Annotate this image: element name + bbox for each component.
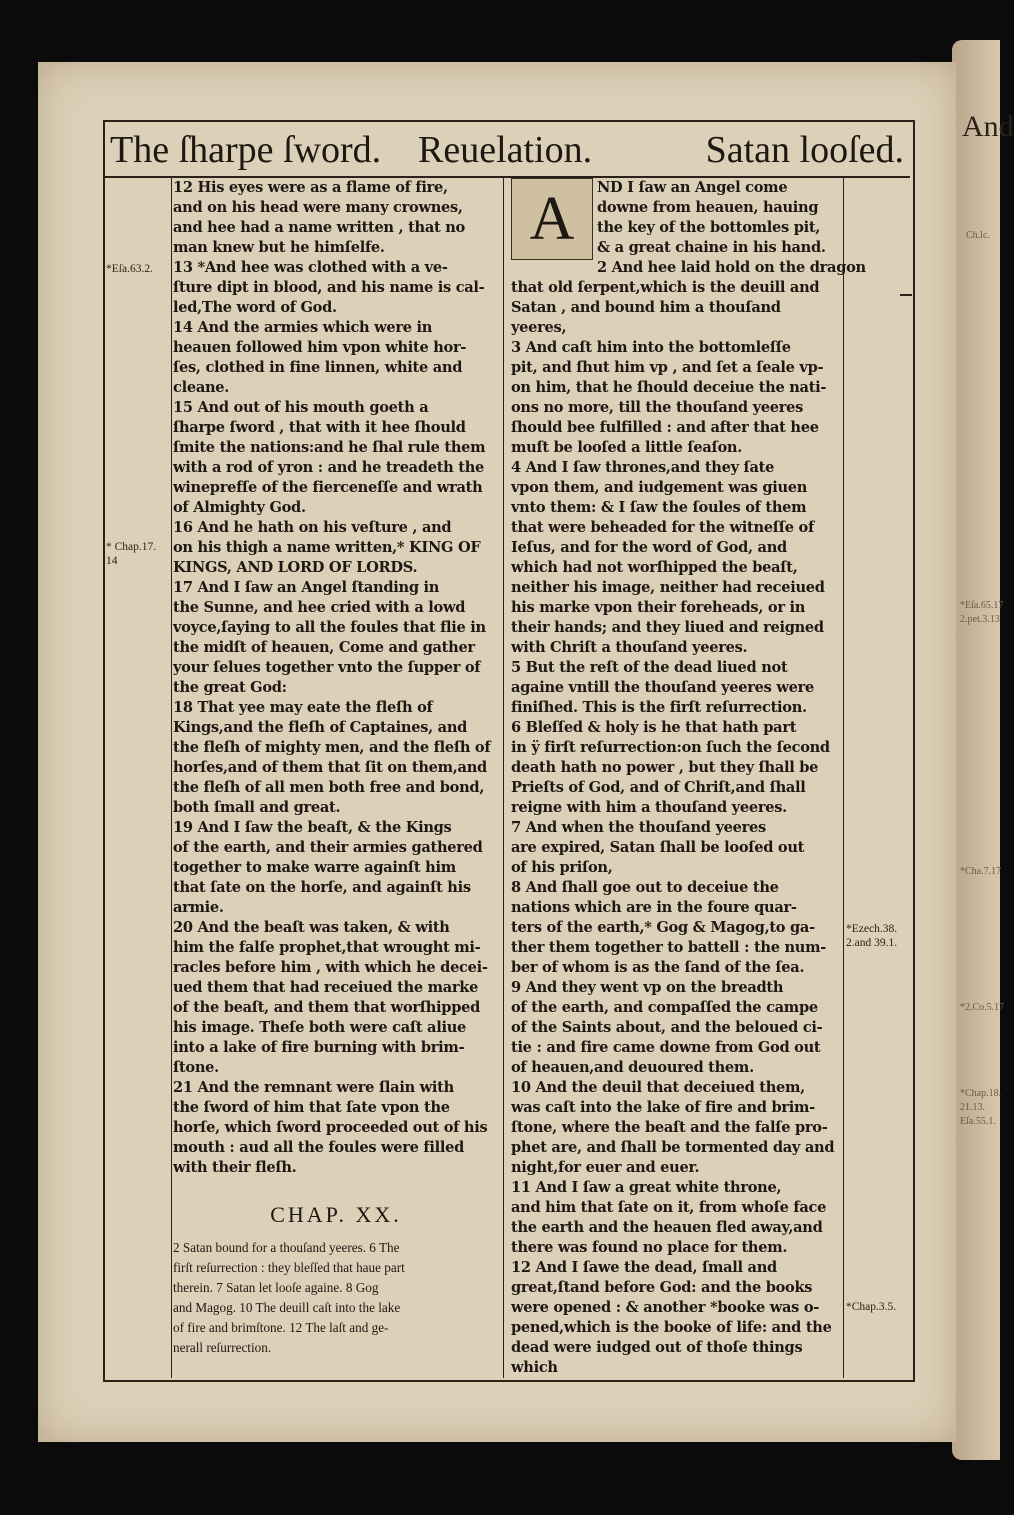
adjacent-page-note: 2.pet.3.13 bbox=[960, 614, 1000, 625]
summary-line: firſt reſurrection : they bleſſed that haue part bbox=[173, 1260, 405, 1275]
verse-line: of the earth, and their armies gathered bbox=[173, 839, 483, 856]
column-rule-center bbox=[503, 178, 504, 1378]
verse-line: pit, and ſhut him vp , and ſet a ſeale vp- bbox=[511, 359, 824, 376]
verse-line: their hands; and they liued and reigned bbox=[511, 619, 824, 636]
adjacent-page-note: *2.Co.5.17 bbox=[960, 1002, 1005, 1013]
verse-line: horſes,and of them that ſit on them,and bbox=[173, 759, 487, 776]
verse-line: his marke vpon their foreheads, or in bbox=[511, 599, 806, 616]
verse-line: ſmite the nations:and he ſhal rule them bbox=[173, 439, 486, 456]
verse-line: downe from heauen, hauing bbox=[597, 199, 819, 216]
verse-line: and hee had a name written , that no bbox=[173, 219, 465, 236]
verse-line: ther them together to battell : the num- bbox=[511, 939, 826, 956]
verse-line: 13 *And hee was clothed with a ve- bbox=[173, 259, 448, 276]
verse-line: ND I ſaw an Angel come bbox=[597, 179, 788, 196]
verse-line: 10 And the deuil that deceiued them, bbox=[511, 1079, 805, 1096]
verse-line: ued them that had receiued the marke bbox=[173, 979, 479, 996]
verse-line: ons no more, till the thouſand yeeres bbox=[511, 399, 804, 416]
verse-line: were opened : & another *booke was o- bbox=[511, 1299, 820, 1316]
running-header bbox=[104, 122, 910, 178]
adjacent-page-note: *Cha.7.17 bbox=[960, 866, 1002, 877]
adjacent-page-edge bbox=[952, 40, 1014, 1460]
verse-line: and him that ſate on it, from whoſe face bbox=[511, 1199, 827, 1216]
verse-line: the key of the bottomles pit, bbox=[597, 219, 821, 236]
verse-line: ſtone. bbox=[173, 1059, 219, 1076]
verse-line: great,ſtand before God: and the books bbox=[511, 1279, 813, 1296]
verse-line: of the Saints about, and the beloued ci- bbox=[511, 1019, 823, 1036]
verse-line: which had not worſhipped the beaſt, bbox=[511, 559, 798, 576]
adjacent-page-note: *Chap.18. bbox=[960, 1088, 1002, 1099]
verse-line: finiſhed. This is the firſt reſurrection. bbox=[511, 699, 807, 716]
verse-line: his image. Theſe both were caſt aliue bbox=[173, 1019, 466, 1036]
verse-line: with a rod of yron : and he treadeth the bbox=[173, 459, 484, 476]
verse-line: againe vntill the thouſand yeeres were bbox=[511, 679, 814, 696]
verse-line: reigne with him a thouſand yeeres. bbox=[511, 799, 787, 816]
verse-line: him the falſe prophet,that wrought mi- bbox=[173, 939, 481, 956]
summary-line: therein. 7 Satan let looſe againe. 8 Gog bbox=[173, 1280, 379, 1295]
verse-line: 12 His eyes were as a flame of fire, bbox=[173, 179, 448, 196]
verse-line: 2 And hee laid hold on the dragon bbox=[597, 259, 866, 276]
header-right-title: Satan looſed. bbox=[705, 129, 904, 171]
adjacent-page-note: Ch.lc. bbox=[966, 230, 990, 241]
verse-line: 15 And out of his mouth goeth a bbox=[173, 399, 429, 416]
verse-line: mouth : aud all the foules were filled bbox=[173, 1139, 465, 1156]
verse-line: 14 And the armies which were in bbox=[173, 319, 433, 336]
margin-mark bbox=[900, 294, 912, 296]
verse-line: the fleſh of mighty men, and the fleſh of bbox=[173, 739, 491, 756]
verse-line: on his thigh a name written,* KING OF bbox=[173, 539, 481, 556]
verse-line: ſharpe ſword , that with it hee ſhould bbox=[173, 419, 466, 436]
verse-line: Prieſts of God, and of Chriſt,and ſhall bbox=[511, 779, 806, 796]
verse-line: phet are, and ſhall be tormented day and bbox=[511, 1139, 835, 1156]
verse-line: ters of the earth,* Gog & Magog,to ga- bbox=[511, 919, 815, 936]
summary-line: and Magog. 10 The deuill caſt into the lake bbox=[173, 1300, 401, 1315]
verse-line: vpon them, and iudgement was giuen bbox=[511, 479, 808, 496]
verse-line: are expired, Satan ſhall be looſed out bbox=[511, 839, 805, 856]
verse-lines bbox=[173, 178, 499, 1178]
verse-line: 16 And he hath on his veſture , and bbox=[173, 519, 452, 536]
verse-line: KINGS, AND LORD OF LORDS. bbox=[173, 559, 418, 576]
verse-line: 21 And the remnant were ſlain with bbox=[173, 1079, 454, 1096]
verse-line: 7 And when the thouſand yeeres bbox=[511, 819, 766, 836]
adjacent-page-note: Eſa.55.1. bbox=[960, 1116, 996, 1127]
verse-line: muſt be looſed a little ſeaſon. bbox=[511, 439, 743, 456]
verse-line: 12 And I ſawe the dead, ſmall and bbox=[511, 1259, 777, 1276]
verse-line: the ſword of him that ſate vpon the bbox=[173, 1099, 450, 1116]
verse-line: which bbox=[511, 1359, 558, 1376]
verse-line: of the earth, and compaſſed the campe bbox=[511, 999, 818, 1016]
verse-line: the Sunne, and hee cried with a lowd bbox=[173, 599, 466, 616]
verse-line: in ÿ firſt reſurrection:on ſuch the ſecond bbox=[511, 739, 830, 756]
header-book-title: Reuelation. bbox=[418, 129, 593, 171]
verse-line: and on his head were many crownes, bbox=[173, 199, 463, 216]
verse-line: with their fleſh. bbox=[173, 1159, 297, 1176]
verse-line: led,The word of God. bbox=[173, 299, 337, 316]
summary-line: of fire and brimſtone. 12 The laſt and ge- bbox=[173, 1320, 389, 1335]
verse-line: into a lake of fire burning with brim- bbox=[173, 1039, 465, 1056]
verse-line: Satan , and bound him a thouſand bbox=[511, 299, 781, 316]
verse-line: with Chriſt a thouſand yeeres. bbox=[511, 639, 748, 656]
verse-line: 4 And I ſaw thrones,and they ſate bbox=[511, 459, 775, 476]
verse-line: 20 And the beaſt was taken, & with bbox=[173, 919, 450, 936]
verse-line: the fleſh of all men both free and bond, bbox=[173, 779, 485, 796]
verse-line: was caſt into the lake of fire and brim- bbox=[511, 1099, 815, 1116]
verse-line: man knew but he himſelfe. bbox=[173, 239, 385, 256]
verse-line: ſhould bee fulfilled : and after that hee bbox=[511, 419, 819, 436]
verse-line: Kings,and the fleſh of Captaines, and bbox=[173, 719, 468, 736]
text-column-left bbox=[173, 178, 499, 1378]
verse-line: together to make warre againſt him bbox=[173, 859, 456, 876]
verse-line: that were beheaded for the witneſſe of bbox=[511, 519, 814, 536]
header-left-title: The ſharpe ſword. bbox=[110, 129, 382, 171]
verse-line: cleane. bbox=[173, 379, 230, 396]
summary-line: 2 Satan bound for a thouſand yeeres. 6 The bbox=[173, 1240, 400, 1255]
verse-line: 8 And ſhall goe out to deceiue the bbox=[511, 879, 779, 896]
margin-note: *Chap.3.5. bbox=[846, 1301, 897, 1313]
text-column-right bbox=[511, 178, 866, 1378]
verse-line: armie. bbox=[173, 899, 224, 916]
verse-lines bbox=[511, 178, 866, 1378]
bible-page bbox=[38, 62, 956, 1442]
verse-line: the great God: bbox=[173, 679, 287, 696]
verse-line: the earth and the heauen fled away,and bbox=[511, 1219, 823, 1236]
verse-line: racles before him , with which he decei- bbox=[173, 959, 488, 976]
verse-line: yeeres, bbox=[511, 319, 567, 336]
verse-line: night,for euer and euer. bbox=[511, 1159, 700, 1176]
verse-line: ſes, clothed in fine linnen, white and bbox=[173, 359, 463, 376]
adjacent-page-note: *Eſa.65.17 bbox=[960, 600, 1004, 611]
verse-line: vnto them: & I ſaw the ſoules of them bbox=[511, 499, 807, 516]
verse-line: horſe, which ſword proceeded out of his bbox=[173, 1119, 488, 1136]
verse-line: pened,which is the booke of life: and the bbox=[511, 1319, 832, 1336]
chapter-summary bbox=[173, 1238, 499, 1358]
verse-line: heauen followed him vpon white hor- bbox=[173, 339, 467, 356]
drop-cap: A bbox=[511, 178, 593, 260]
verse-line: ſture dipt in blood, and his name is cal- bbox=[173, 279, 485, 296]
verse-line: the midſt of heauen, Come and gather bbox=[173, 639, 475, 656]
column-rule-left bbox=[171, 178, 172, 1378]
adjacent-page-header-fragment: And bbox=[962, 110, 1014, 143]
verse-line: there was found no place for them. bbox=[511, 1239, 788, 1256]
verse-line: ſtone, where the beaſt and the falſe pro- bbox=[511, 1119, 828, 1136]
verse-line: 11 And I ſaw a great white throne, bbox=[511, 1179, 782, 1196]
verse-line: voyce,ſaying to all the foules that flie in bbox=[173, 619, 486, 636]
verse-line: of Almighty God. bbox=[173, 499, 306, 516]
verse-line: of the beaſt, and them that worſhipped bbox=[173, 999, 480, 1016]
verse-line: neither his image, neither had receiued bbox=[511, 579, 825, 596]
summary-line: nerall reſurrection. bbox=[173, 1340, 272, 1355]
adjacent-page-note: 21.13. bbox=[960, 1102, 985, 1113]
verse-line: tie : and fire came downe from God out bbox=[511, 1039, 821, 1056]
verse-line: 17 And I ſaw an Angel ſtanding in bbox=[173, 579, 440, 596]
chapter-title: CHAP. XX. bbox=[270, 1202, 402, 1227]
verse-line: nations which are in the foure quar- bbox=[511, 899, 797, 916]
verse-line: wineprefſe of the fierceneſſe and wrath bbox=[173, 479, 483, 496]
verse-line: both ſmall and great. bbox=[173, 799, 341, 816]
margin-note: *Ezech.38. 2.and 39.1. bbox=[846, 923, 898, 949]
verse-line: 9 And they went vp on the breadth bbox=[511, 979, 784, 996]
margin-note: *Eſa.63.2. bbox=[106, 263, 153, 275]
verse-line: 19 And I ſaw the beaſt, & the Kings bbox=[173, 819, 452, 836]
margin-note: * Chap.17. 14 bbox=[106, 541, 157, 567]
verse-line: your ſelues together vnto the ſupper of bbox=[173, 659, 481, 676]
verse-line: of his priſon, bbox=[511, 859, 613, 876]
verse-line: 6 Bleſſed & holy is he that hath part bbox=[511, 719, 797, 736]
verse-line: Ieſus, and for the word of God, and bbox=[511, 539, 787, 556]
verse-line: that old ſerpent,which is the deuill and bbox=[511, 279, 820, 296]
verse-line: death hath no power , but they ſhall be bbox=[511, 759, 819, 776]
verse-line: that ſate on the horſe, and againſt his bbox=[173, 879, 471, 896]
verse-line: of heauen,and deuoured them. bbox=[511, 1059, 754, 1076]
column-rule-right bbox=[843, 178, 844, 1378]
verse-line: 3 And caſt him into the bottomleſſe bbox=[511, 339, 791, 356]
verse-line: dead were iudged out of thoſe things bbox=[511, 1339, 803, 1356]
verse-line: 5 But the reſt of the dead liued not bbox=[511, 659, 788, 676]
verse-line: ber of whom is as the ſand of the ſea. bbox=[511, 959, 805, 976]
verse-line: on him, that he ſhould deceiue the nati- bbox=[511, 379, 827, 396]
verse-line: & a great chaine in his hand. bbox=[597, 239, 826, 256]
verse-line: 18 That yee may eate the fleſh of bbox=[173, 699, 433, 716]
